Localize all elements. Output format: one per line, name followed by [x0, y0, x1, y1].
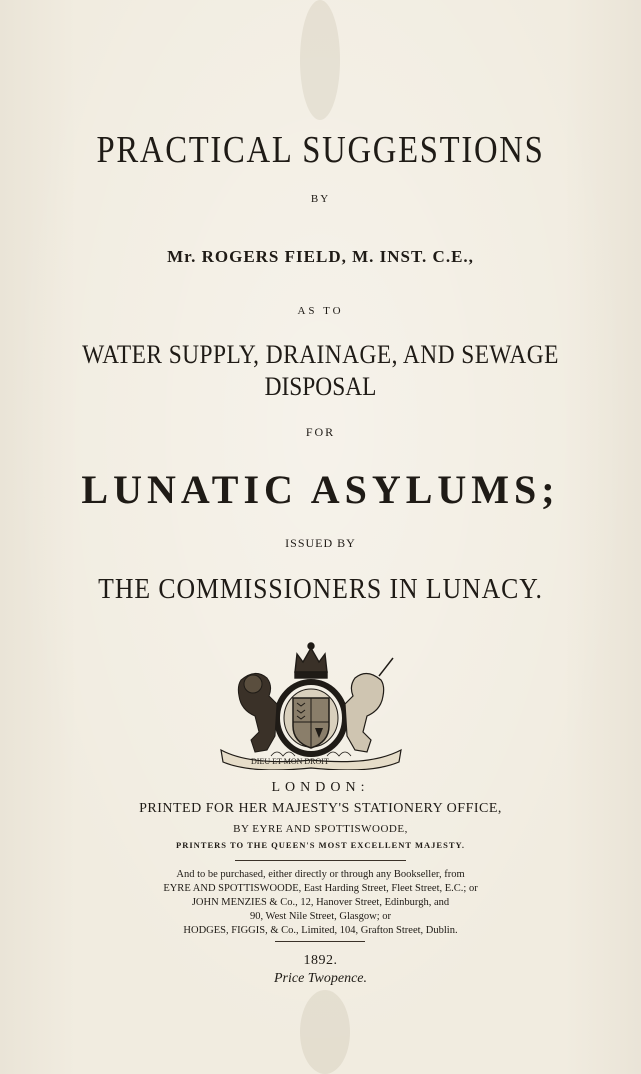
- by-label: BY: [310, 193, 331, 205]
- as-to-label: AS TO: [297, 305, 344, 317]
- sellers-line-4: 90, West Nile Street, Glasgow; or: [250, 911, 391, 922]
- issuer-heading: THE COMMISSIONERS IN LUNACY.: [98, 574, 543, 605]
- sellers-line-1: And to be purchased, either directly or through any Bookseller, from: [176, 869, 465, 880]
- divider-rule: [235, 860, 406, 861]
- imprint-printers: BY EYRE AND SPOTTISWOODE,: [233, 823, 408, 835]
- issued-by-label: ISSUED BY: [285, 536, 356, 550]
- institution-heading: LUNATIC ASYLUMS;: [81, 467, 560, 512]
- paper-stain: [300, 990, 350, 1074]
- author-line: Mr. ROGERS FIELD, M. INST. C.E.,: [167, 247, 474, 266]
- imprint-city: LONDON:: [271, 780, 370, 795]
- imprint-printers-title: PRINTERS TO THE QUEEN'S MOST EXCELLENT MAJESTY.: [176, 840, 465, 850]
- divider-rule: [275, 941, 365, 942]
- subject-line-1: WATER SUPPLY, DRAINAGE, AND SEWAGE: [82, 340, 559, 369]
- royal-coat-of-arms-icon: [211, 640, 411, 770]
- publication-year: 1892.: [303, 953, 338, 968]
- for-label: FOR: [305, 425, 336, 439]
- document-title: PRACTICAL SUGGESTIONS: [96, 129, 545, 171]
- subject-line-2: DISPOSAL: [264, 372, 377, 401]
- crest-motto-left: DIEU ET MON DROIT: [251, 757, 329, 766]
- imprint-printed-for: PRINTED FOR HER MAJESTY'S STATIONERY OFFICE,: [139, 801, 502, 816]
- paper-stain: [300, 0, 340, 120]
- price-line: Price Twopence.: [273, 971, 368, 986]
- sellers-line-3: JOHN MENZIES & Co., 12, Hanover Street, Edinburgh, and: [191, 897, 450, 908]
- sellers-line-5: HODGES, FIGGIS, & Co., Limited, 104, Grafton Street, Dublin.: [183, 925, 458, 936]
- sellers-line-2: EYRE AND SPOTTISWOODE, East Harding Street, Fleet Street, E.C.; or: [163, 883, 478, 894]
